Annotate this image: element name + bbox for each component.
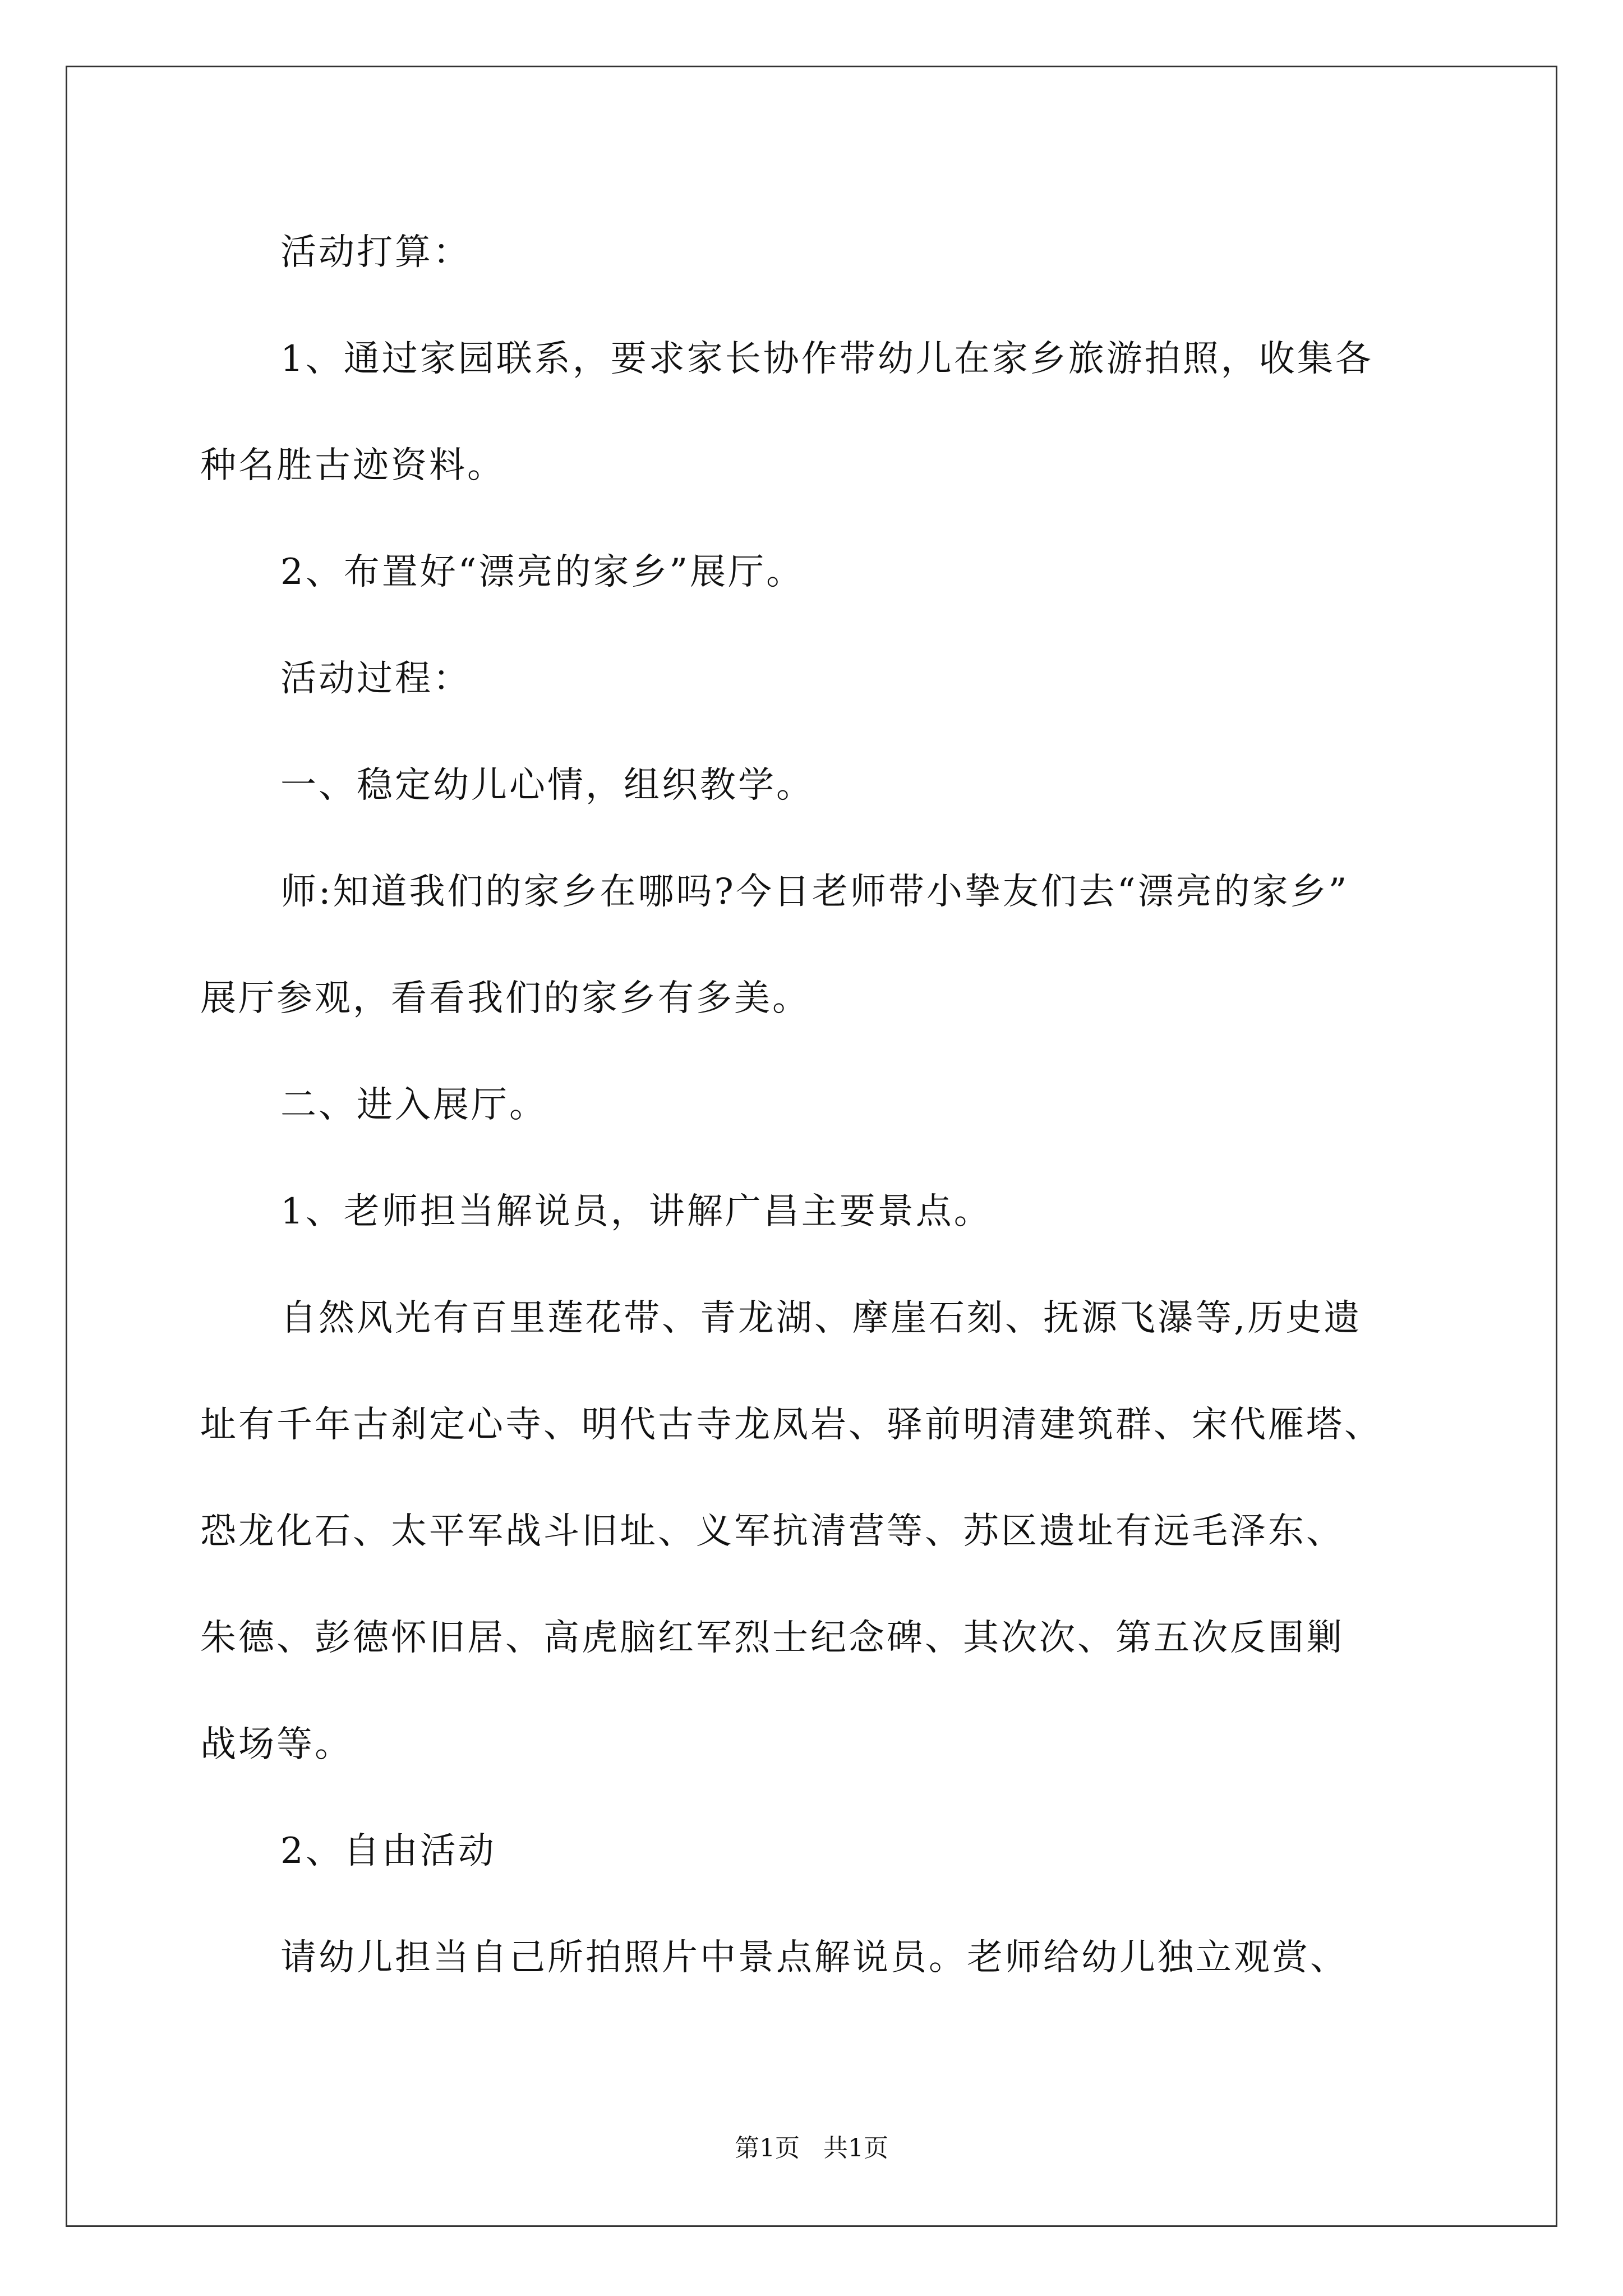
paragraph-line: 请幼儿担当自己所拍照片中景点解说员。老师给幼儿独立观赏、 xyxy=(280,1937,1348,1978)
page-number-footer: 第1页 共1页 xyxy=(735,2134,888,2162)
heading-plan: 活动打算： xyxy=(280,232,471,273)
paragraph-line: 一、稳定幼儿心情，组织教学。 xyxy=(280,765,814,806)
paragraph-line: 师:知道我们的家乡在哪吗?今日老师带小挚友们去“漂亮的家乡” xyxy=(280,871,1349,913)
paragraph-line: 种名胜古迹资料。 xyxy=(200,445,505,486)
paragraph-line: 2、布置好“漂亮的家乡”展厅。 xyxy=(280,551,805,593)
page-frame xyxy=(66,66,1557,2227)
paragraph-line: 1、老师担当解说员，讲解广昌主要景点。 xyxy=(280,1191,992,1232)
paragraph-line: 恐龙化石、太平军战斗旧址、义军抗清营等、苏区遗址有远毛泽东、 xyxy=(200,1511,1344,1552)
paragraph-line: 朱德、彭德怀旧居、高虎脑红军烈士纪念碑、其次次、第五次反围剿 xyxy=(200,1617,1344,1659)
paragraph-line: 展厅参观，看看我们的家乡有多美。 xyxy=(200,978,810,1019)
heading-process: 活动过程： xyxy=(280,658,471,700)
paragraph-line: 二、进入展厅。 xyxy=(280,1084,547,1126)
paragraph-line: 址有千年古刹定心寺、明代古寺龙凤岩、驿前明清建筑群、宋代雁塔、 xyxy=(200,1404,1382,1446)
paragraph-line: 2、自由活动 xyxy=(280,1830,496,1872)
paragraph-line: 战场等。 xyxy=(200,1724,353,1765)
paragraph-line: 自然风光有百里莲花带、青龙湖、摩崖石刻、抚源飞瀑等,历史遗 xyxy=(280,1297,1362,1339)
paragraph-line: 1、通过家园联系，要求家长协作带幼儿在家乡旅游拍照，收集各 xyxy=(280,338,1373,380)
